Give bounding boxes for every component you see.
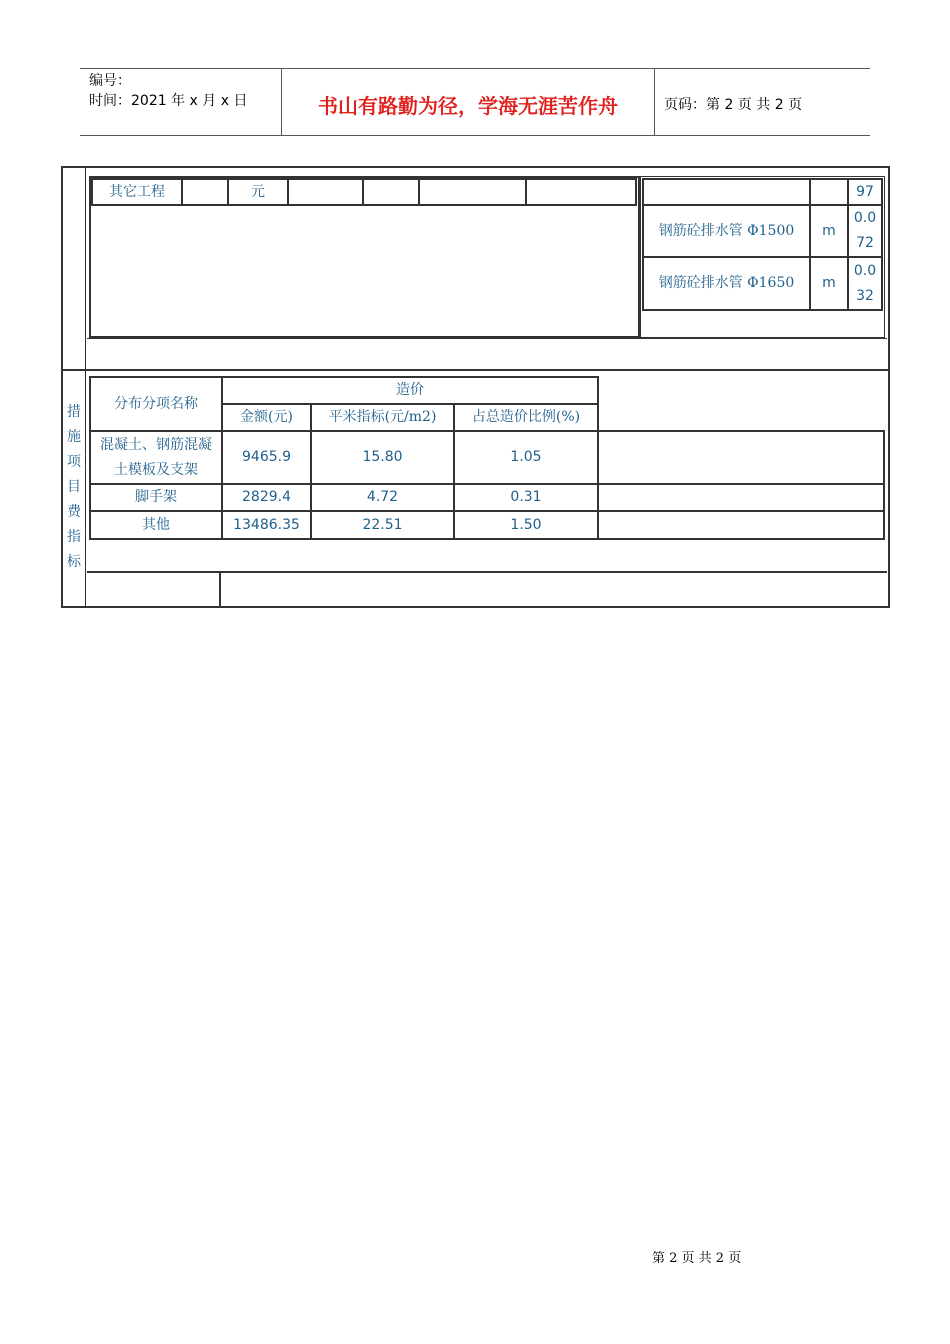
table-row-name: 脚手架 [135, 489, 177, 505]
head-cost-group: 造价 [396, 382, 424, 398]
row-amount: 2829.4 [242, 489, 291, 505]
pipe-row-value-line: 0.0 [853, 210, 877, 226]
head-item-name: 分布分项名称 [114, 395, 198, 412]
head-ratio: 占总造价比例(%) [471, 409, 581, 425]
cell-divider [219, 573, 221, 606]
row-per-m2: 15.80 [362, 449, 403, 465]
pipe-row-value-line: 72 [856, 235, 874, 251]
row-divider [87, 338, 887, 339]
cell-divider [181, 180, 183, 204]
table-row-name [91, 432, 221, 483]
row-amount: 9465.9 [242, 449, 291, 465]
cell-divider [597, 432, 599, 538]
row-ratio: 1.05 [510, 449, 542, 465]
header-divider [654, 69, 655, 136]
pipe-row-name [644, 206, 809, 256]
pipe-row-name-text: 钢筋砼排水管 Φ1650 [658, 275, 795, 291]
pipe-row-name-text: 钢筋砼排水管 Φ1500 [658, 222, 795, 239]
pipe-row-unit: m [822, 275, 836, 291]
row-per-m2: 4.72 [366, 489, 399, 505]
pipe-row-unit: m [822, 222, 836, 239]
measures-side-label [62, 400, 86, 575]
cell-divider [525, 180, 527, 204]
number-label: 编号： [89, 73, 131, 89]
side-label-char: 目 [67, 479, 81, 495]
head-amount: 金额(元) [240, 409, 293, 425]
pipe-row-value-line: 32 [856, 287, 874, 304]
cell-divider [287, 180, 289, 204]
cell-divider [362, 180, 364, 204]
pipe-row-name [644, 258, 809, 309]
head-per-m2: 平米指标(元/m2) [328, 409, 437, 425]
side-label-char: 措 [67, 404, 81, 420]
other-works-unit: 元 [251, 183, 265, 200]
row-ratio: 1.50 [510, 516, 542, 533]
section-divider [63, 369, 888, 371]
table-row-name: 其他 [142, 516, 170, 533]
pipe-row-value-line: 0.0 [853, 262, 877, 279]
row-name-line: 土模板及支架 [114, 461, 198, 478]
side-label-char: 指 [67, 529, 81, 545]
page-footer: 第 2 页 共 2 页 [652, 1251, 742, 1266]
page-label: 页码：第 2 页 共 2 页 [664, 97, 803, 113]
row-per-m2: 22.51 [362, 516, 403, 533]
time-label: 时间：2021 年 x 月 x 日 [89, 93, 248, 109]
cell-divider [418, 180, 420, 204]
side-label-char: 费 [67, 504, 81, 520]
other-works-name: 其它工程 [109, 183, 165, 200]
pipe-row-value: 97 [856, 183, 874, 200]
side-label-char: 标 [67, 554, 81, 570]
row-amount: 13486.35 [233, 516, 300, 533]
header-bottom-rule [80, 135, 870, 136]
row-ratio: 0.31 [510, 489, 542, 505]
pipe-row-value [849, 206, 881, 256]
motto-title: 书山有路勤为径，学海无涯苦作舟 [318, 94, 618, 118]
side-label-char: 项 [67, 454, 81, 470]
pipe-row-value [849, 258, 881, 309]
row-name-line: 混凝土、钢筋混凝 [100, 436, 212, 453]
header-top-rule [80, 68, 870, 69]
row-divider [87, 571, 887, 573]
side-label-char: 施 [67, 429, 81, 445]
